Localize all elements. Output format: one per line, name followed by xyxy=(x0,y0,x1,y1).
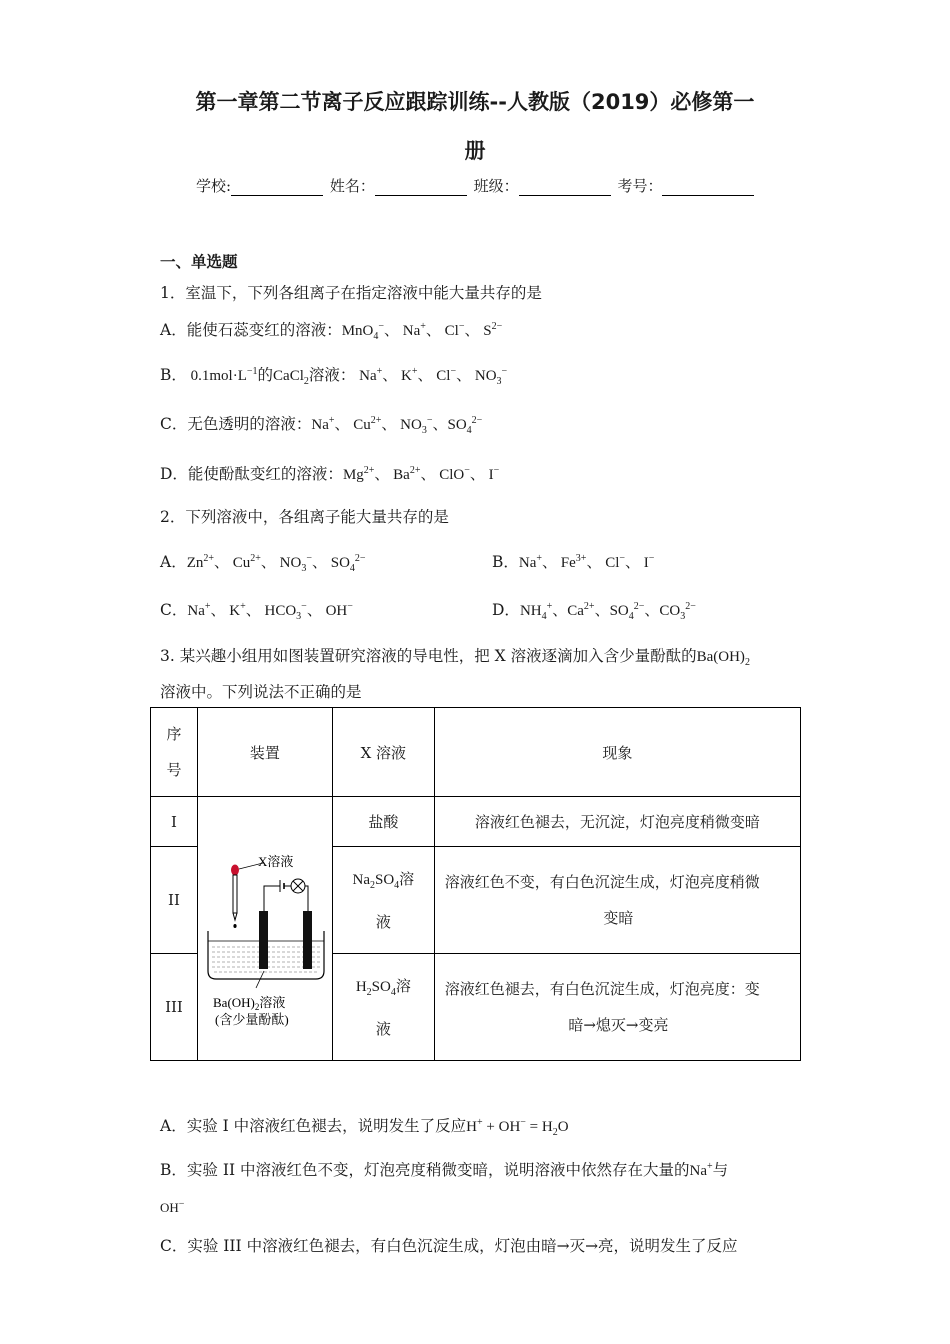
name-label: 姓名： xyxy=(329,177,375,195)
q1-stem: 1．室温下，下列各组离子在指定溶液中能大量共存的是 xyxy=(160,284,542,302)
q2-option-d: D．$NH_4^+$、$Ca^{2+}$、$SO_4^{2-}$、$CO_3^{2-}$ xyxy=(492,601,696,622)
q3-option-a: A．实验 I 中溶液红色褪去，说明发生了反应$H^+ + OH^- = H_2O$ xyxy=(160,1117,569,1138)
id-label: 考号： xyxy=(617,177,663,195)
q2-option-b: B．Na+、 $Fe^{3+}$、 Cl−、 I− xyxy=(492,553,655,571)
page-title-line1: 第一章第二节离子反应跟踪训练--人教版（2019）必修第一 xyxy=(195,90,755,114)
q2-option-c: C．Na+、 K+、 $HCO_3^-$、 OH− xyxy=(160,601,353,622)
row3-x-solution: $H_2SO_4$溶 液 xyxy=(332,954,434,1061)
row1-number: I xyxy=(151,797,198,847)
diagram-label-phenolphthalein: (含少量酚酞) xyxy=(214,1011,289,1027)
electrode-left-icon xyxy=(259,911,268,969)
table-row xyxy=(151,797,801,847)
row3-phenomenon: 溶液红色褪去，有白色沉淀生成，灯泡亮度：变 暗→熄灭→变亮 xyxy=(434,954,800,1061)
conductivity-apparatus-diagram xyxy=(198,823,331,1035)
diagram-label-x: X溶液 xyxy=(257,853,294,869)
q3-stem-line1: 3. 某兴趣小组用如图装置研究溶液的导电性，把 X 溶液逐滴加入含少量酚酞的$Ba(OH)_2$ xyxy=(160,647,750,668)
electrode-right-icon xyxy=(303,911,312,969)
header-x-solution: X 溶液 xyxy=(332,708,434,797)
header-phenomenon: 现象 xyxy=(434,708,800,797)
table-header-row xyxy=(151,708,801,797)
student-info-line xyxy=(196,175,756,196)
class-label: 班级： xyxy=(473,177,519,195)
q1-option-c: C．无色透明的溶液：Na+、 $Cu^{2+}$、 $NO_3^-$、$SO_4^{2-}$ xyxy=(160,415,483,436)
header-number: 序 号 xyxy=(151,708,198,797)
row1-phenomenon: 溶液红色褪去，无沉淀，灯泡亮度稍微变暗 xyxy=(434,797,800,847)
row1-x-solution: 盐酸 xyxy=(332,797,434,847)
experiment-table xyxy=(150,707,801,1061)
q3-option-b-line1: B．实验 II 中溶液红色不变，灯泡亮度稍微变暗，说明溶液中依然存在大量的Na+与 xyxy=(160,1161,729,1179)
diagram-label-solution: $Ba(OH)_2$溶液 xyxy=(212,994,286,1012)
q3-option-c: C．实验 III 中溶液红色褪去，有白色沉淀生成，灯泡由暗→灭→亮，说明发生了反应 xyxy=(160,1237,738,1255)
id-blank xyxy=(662,181,754,196)
q2-option-a: A．$Zn^{2+}$、 $Cu^{2+}$、 $NO_3^-$、 $SO_4^{2-}$ xyxy=(160,553,366,574)
name-blank xyxy=(375,181,467,196)
row2-number: II xyxy=(151,847,198,954)
class-blank xyxy=(519,181,611,196)
school-label: 学校: xyxy=(196,177,232,195)
dropper-bulb-icon xyxy=(231,864,239,875)
page-title-line2: 册 xyxy=(464,139,486,163)
header-device: 装置 xyxy=(197,708,332,797)
row3-number: III xyxy=(151,954,198,1061)
q1-option-a: A．能使石蕊变红的溶液：MnO$_4$−、 Na+、 Cl−、 $S^{2-}$ xyxy=(160,321,503,342)
section-heading: 一、单选题 xyxy=(160,253,238,271)
q1-option-b: B． $0.1mol\cdot L^{-1}$的CaCl$_2$溶液： Na+、 K+、 Cl−、 $NO_3^-$ xyxy=(160,366,508,387)
school-blank xyxy=(231,181,323,196)
q3-stem-line2: 溶液中。下列说法不正确的是 xyxy=(160,683,362,701)
row2-x-solution: $Na_2SO_4$溶 液 xyxy=(332,847,434,954)
q2-stem: 2．下列溶液中，各组离子能大量共存的是 xyxy=(160,508,449,526)
row2-phenomenon: 溶液红色不变，有白色沉淀生成，灯泡亮度稍微 变暗 xyxy=(434,847,800,954)
q3-option-b-line2: OH− xyxy=(160,1198,185,1215)
q1-option-d: D．能使酚酞变红的溶液：$Mg^{2+}$、 $Ba^{2+}$、 ClO−、 I− xyxy=(160,465,500,483)
apparatus-diagram-cell xyxy=(197,797,332,1061)
